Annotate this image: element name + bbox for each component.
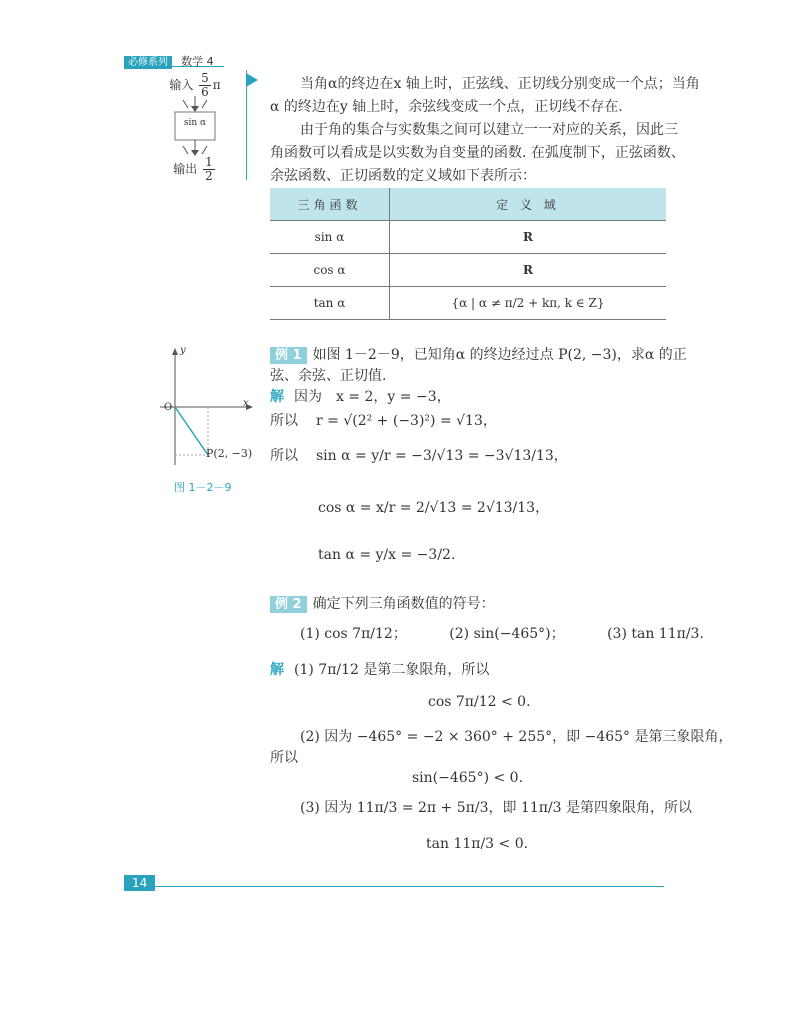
- sidebar-flow-diagram: [155, 72, 235, 182]
- flow-input-pi: π: [212, 78, 221, 92]
- example2-line1: [270, 594, 495, 615]
- intro-p2-line2: 角函数可以看成是以实数为自变量的函数. 在弧度制下，正弦函数、: [270, 145, 685, 161]
- example2-a2: (2) 因为 −465° = −2 × 360° + 255°，即 −465° 是第三象限角，: [300, 729, 733, 745]
- solution-label: 解: [270, 389, 284, 405]
- flow-input-label: 输入: [169, 78, 194, 92]
- example1-line2: 弦、余弦、正切值.: [270, 368, 387, 384]
- example1-step1: [270, 387, 451, 407]
- figure-origin-label: O: [164, 402, 173, 413]
- series-badge: 必修系列: [124, 56, 172, 69]
- intro-p2-line3: 余弦函数、正切函数的定义域如下表所示：: [270, 168, 536, 184]
- book-title: 数学 4: [181, 55, 214, 68]
- figure-point-label: P(2, −3): [206, 447, 253, 460]
- example2-a1-text: (1) 7π/12 是第二象限角，所以: [294, 662, 490, 678]
- example2-q3: (3) tan 11π/3.: [607, 626, 704, 642]
- flow-input-num: 5: [201, 71, 209, 85]
- table-row: [270, 221, 666, 254]
- flow-output-den: 2: [205, 169, 213, 183]
- example2-questions: [300, 624, 704, 644]
- table-row: [270, 254, 666, 287]
- figure-x-label: x: [243, 398, 249, 409]
- figure-caption: 图 1－2－9: [174, 481, 232, 494]
- figure-y-label: y: [180, 345, 186, 356]
- table-header-func: 三角函数: [270, 188, 390, 221]
- table-header-domain: 定 义 域: [390, 188, 667, 221]
- example2-q2: (2) sin(−465°)；: [449, 626, 565, 642]
- example1-step2-text: r = √(2² + (−3)²) = √13，: [316, 413, 497, 429]
- example2-text: 确定下列三角函数值的符号：: [312, 596, 495, 612]
- page-footer: [124, 872, 664, 890]
- example1-step3-pre: 所以: [270, 448, 298, 464]
- example2-a1-result: cos 7π/12 < 0.: [428, 694, 531, 710]
- flow-output-num: 1: [205, 155, 213, 169]
- marker-triangle-icon: [246, 73, 258, 87]
- table-cell-domain: R: [390, 254, 667, 287]
- intro-p1-line2: α 的终边在y 轴上时，余弦线变成一个点，正切线不存在.: [270, 99, 623, 115]
- example2-a3-result: tan 11π/3 < 0.: [426, 836, 529, 852]
- page-number: 14: [124, 875, 155, 891]
- flow-input: [155, 72, 235, 99]
- example2-a3: (3) 因为 11π/3 = 2π + 5π/3，即 11π/3 是第四象限角，所以: [300, 800, 693, 816]
- solution-label: 解: [270, 662, 284, 678]
- example1-sin: [270, 446, 568, 466]
- example2-a2-cont: 所以: [270, 750, 298, 766]
- table-cell-func: sin α: [270, 221, 390, 254]
- table-cell-func: cos α: [270, 254, 390, 287]
- table-header-row: [270, 188, 666, 221]
- intro-p2-line1: 由于角的集合与实数集之间可以建立一一对应的关系，因此三: [300, 122, 678, 138]
- table-cell-func: tan α: [270, 287, 390, 320]
- example1-line1: [270, 345, 687, 366]
- flow-output-label: 输出: [173, 162, 198, 176]
- example1-step1-text: 因为 x = 2，y = −3，: [294, 389, 451, 405]
- example1-step2-pre: 所以: [270, 413, 298, 429]
- page-header: [124, 50, 224, 67]
- flow-box-label: sin α: [183, 118, 207, 128]
- example1-step2: [270, 411, 497, 431]
- example2-a2-result: sin(−465°) < 0.: [412, 770, 524, 786]
- table-cell-domain: R: [390, 221, 667, 254]
- table-cell-domain: {α | α ≠ π/2 + kπ, k ∈ Z}: [390, 287, 667, 320]
- domain-table: [270, 188, 666, 320]
- example2-a1: [270, 660, 489, 680]
- intro-p1-line1: 当角α的终边在x 轴上时，正弦线、正切线分别变成一个点；当角: [300, 76, 700, 92]
- example2-q1: (1) cos 7π/12；: [300, 626, 407, 642]
- example1-text: 如图 1－2－9，已知角α 的终边经过点 P(2, −3)，求α 的正: [312, 347, 687, 363]
- example1-sin-text: sin α = y/r = −3/√13 = −3√13/13，: [316, 448, 568, 464]
- example1-badge: 例 1: [270, 347, 307, 364]
- table-row: [270, 287, 666, 320]
- flow-output: [165, 156, 225, 183]
- flow-input-den: 6: [201, 85, 209, 99]
- example1-tan: tan α = y/x = −3/2.: [318, 547, 456, 563]
- example2-badge: 例 2: [270, 596, 307, 613]
- example1-cos: cos α = x/r = 2/√13 = 2√13/13，: [318, 500, 550, 516]
